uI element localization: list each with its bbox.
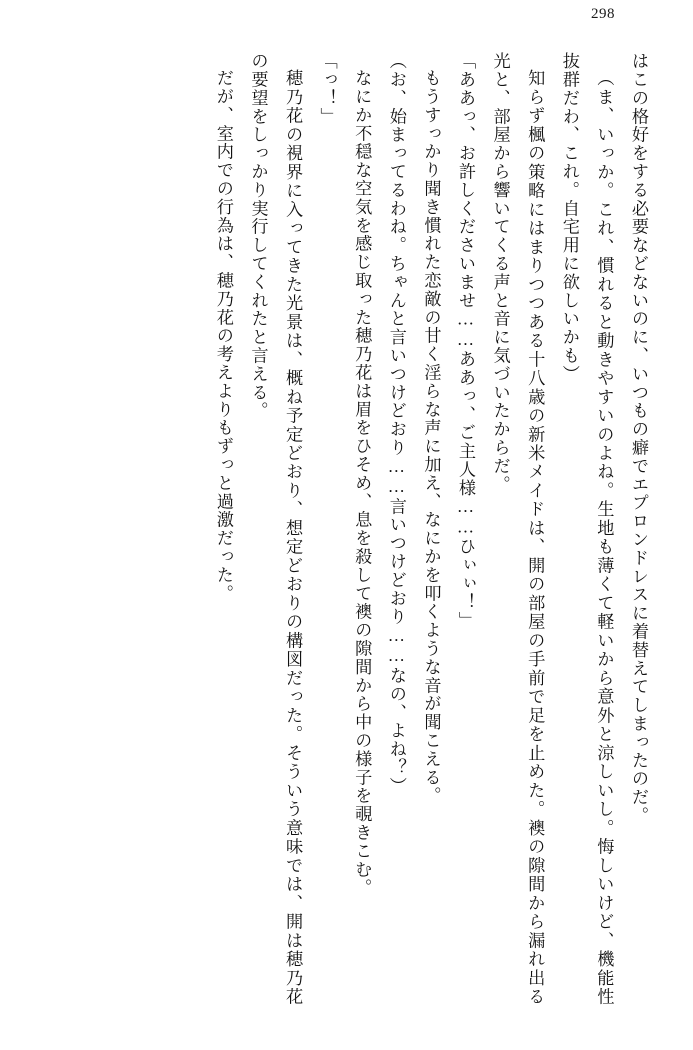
page-body-text	[34, 52, 655, 1006]
paragraph: （お、始まってるわね。ちゃんと言いつけどおり……言いつけどおり……なの、よね？）	[386, 52, 406, 796]
page-number: 298	[591, 6, 615, 22]
paragraph: 知らず楓の策略にはまりつつある十八歳の新米メイドは、開の部屋の手前で足を止めた。襖の隙間から漏れ出る光と、部屋から響いてくる声と音に気づいたからだ。	[490, 52, 545, 1006]
paragraph: 「っ！」	[317, 52, 337, 126]
paragraph: だが、室内での行為は、穂乃花の考えよりもずっと過激だった。	[213, 69, 233, 603]
paragraph: はこの格好をする必要などないのに、いつもの癖でエプロンドレスに着替えてしまったのだ。	[629, 52, 648, 825]
paragraph: 穂乃花の視界に入ってきた光景は、概ね予定どおり、想定どおりの構図だった。そういう意味では、開は穂乃花の要望をしっかり実行してくれたと言える。	[248, 52, 303, 1006]
paragraph: なにか不穏な空気を感じ取った穂乃花は眉をひそめ、息を殺して襖の隙間から中の様子を覗きこむ。	[352, 69, 372, 898]
paragraph: 「ああっ、お許しくださいませ……ああっ、ご主人様……ひぃぃ！」	[456, 52, 476, 630]
paragraph: もうすっかり聞き慣れた恋敵の甘く淫らな声に加え、なにかを叩くような音が聞こえる。	[421, 69, 441, 806]
paragraph: （ま、いっか。これ、慣れると動きやすいのよね。生地も薄くて軽いから意外と涼しいし。悔しいけど、機能性抜群だわ、これ。自宅用に欲しいかも）	[559, 52, 614, 1006]
